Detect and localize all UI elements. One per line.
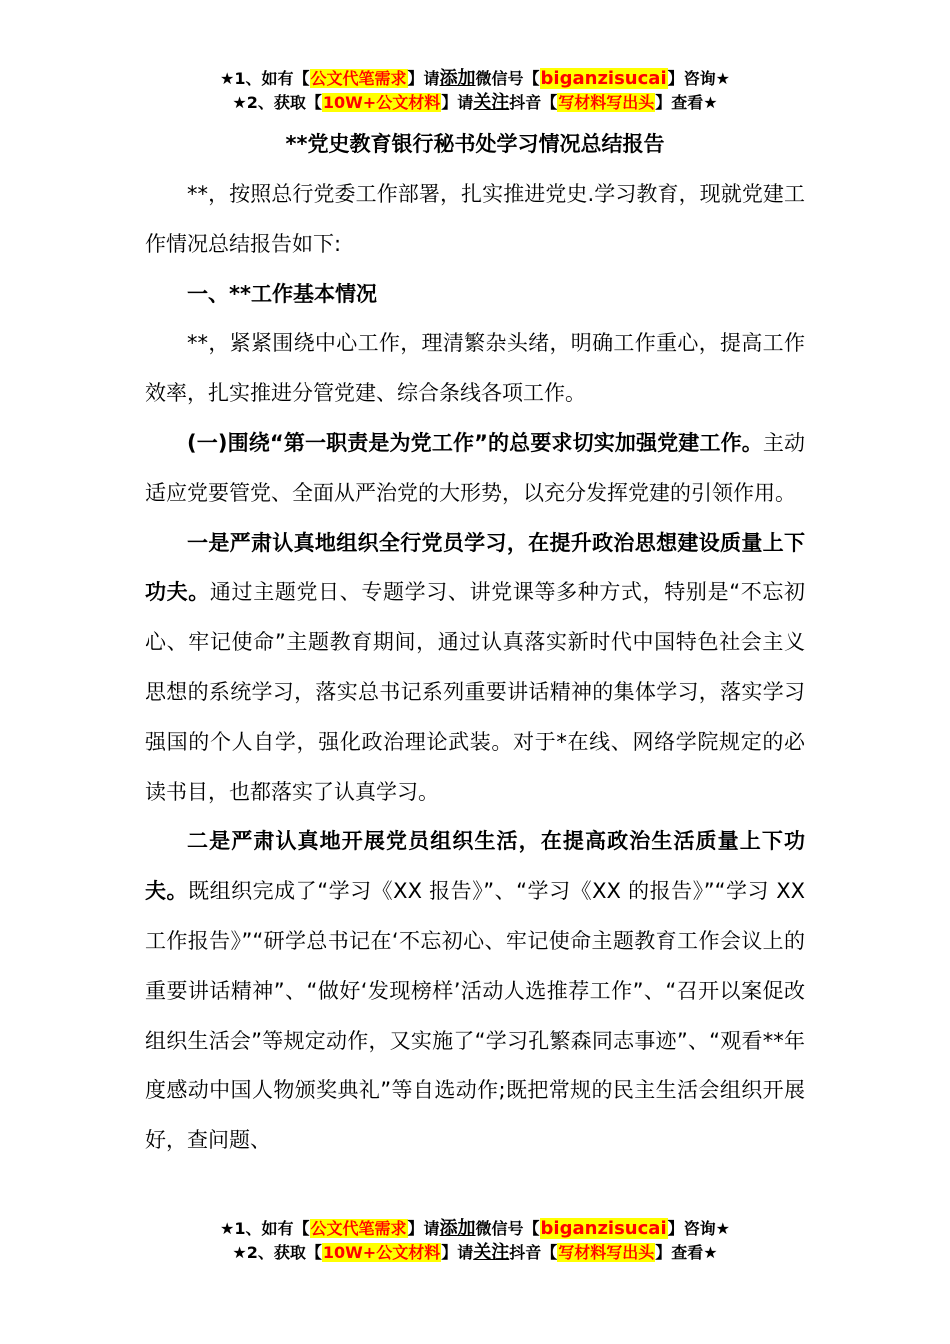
section-heading <box>145 270 805 320</box>
banner-highlight: 公文代笔需求 <box>310 1219 407 1238</box>
banner-highlight-douyin: 写材料写出头 <box>558 93 655 112</box>
banner-highlight-wechat-id: biganzisucai <box>540 68 667 89</box>
paragraph-text: 通过主题党日、专题学习、讲党课等多种方式，特别是“不忘初心、牢记使命”主题教育期间，通过认真落实新时代中国特色社会主义思想的系统学习，落实总书记系列重要讲话精神的集体学习，落实学习强国的个人自学，强化政治理论武装。对于*在线、网络学院规定的必读书目，也都落实了认真学习。 <box>145 580 805 804</box>
promo-banner-footer-line-2 <box>0 1242 950 1264</box>
banner-text: 】查看★ <box>655 1243 718 1262</box>
banner-text: ★2、获取【 <box>232 1243 322 1262</box>
paragraph-text: **，按照总行党委工作部署，扎实推进党史.学习教育，现就党建工作情况总结报告如下: <box>145 182 805 256</box>
body-paragraph <box>145 319 805 419</box>
body-paragraph <box>145 519 805 818</box>
body-paragraph <box>145 419 805 519</box>
document-body <box>145 170 805 1166</box>
banner-text: ★2、获取【 <box>232 93 322 112</box>
banner-highlight: 公文代笔需求 <box>310 69 407 88</box>
paragraph-text: 主动适应党要管党、全面从严治党的大形势，以充分发挥党建的引领作用。 <box>145 430 805 505</box>
banner-highlight: 10W+公文材料 <box>322 1243 441 1262</box>
banner-text: 】咨询★ <box>667 69 730 88</box>
banner-text: ★1、如有【 <box>220 69 310 88</box>
paragraph-lead: 二是严肃认真地开展党员组织生活，在提高政治生活质量上下功夫。 <box>145 829 805 904</box>
intro-paragraph <box>145 170 805 270</box>
banner-text: 抖音【 <box>509 93 558 112</box>
banner-highlight-wechat-id: biganzisucai <box>540 1218 667 1239</box>
banner-text: ★1、如有【 <box>220 1219 310 1238</box>
paragraph-text: **，紧紧围绕中心工作，理清繁杂头绪，明确工作重心，提高工作效率，扎实推进分管党建、综合条线各项工作。 <box>145 331 805 406</box>
paragraph-lead: 一是严肃认真地组织全行党员学习，在提升政治思想建设质量上下功夫。 <box>145 530 805 605</box>
banner-text: 】请 <box>407 1219 440 1238</box>
banner-emphasis: 关注 <box>473 92 510 113</box>
banner-highlight-douyin: 写材料写出头 <box>558 1243 655 1262</box>
document-title: **党史教育银行秘书处学习情况总结报告 <box>285 132 665 156</box>
body-paragraph <box>145 817 805 1166</box>
banner-emphasis: 关注 <box>473 1242 510 1263</box>
banner-text: 抖音【 <box>509 1243 558 1262</box>
section-heading-text: 一、**工作基本情况 <box>187 281 377 306</box>
banner-text: 】查看★ <box>655 93 718 112</box>
paragraph-text: 既组织完成了“学习《XX 报告》”、“学习《XX 的报告》”“学习 XX 工作报告》”“研学总书记在‘不忘初心、牢记使命主题教育工作会议上的重要讲话精神”、“做好‘发现榜样’活动人选推荐工作”、“召开以案促改组织生活会”等规定动作，又实施了“学习孔繁森同志事迹”、“观看**年度感动中国人物颁奖典礼”等自选动作;既把常规的民主生活会组织开展好，查问题、 <box>145 879 806 1153</box>
promo-banner-line-1 <box>0 68 950 90</box>
banner-text: 】咨询★ <box>667 1219 730 1238</box>
paragraph-lead: (一)围绕“第一职责是为党工作”的总要求切实加强党建工作。 <box>187 430 763 455</box>
banner-text: 】请 <box>407 69 440 88</box>
banner-text: 】请 <box>441 1243 474 1262</box>
promo-banner-line-2 <box>0 92 950 114</box>
banner-text: 微信号【 <box>475 69 540 88</box>
banner-text: 】请 <box>441 93 474 112</box>
banner-text: 微信号【 <box>475 1219 540 1238</box>
banner-highlight: 10W+公文材料 <box>322 93 441 112</box>
promo-banner-footer-line-1 <box>0 1218 950 1240</box>
banner-emphasis: 添加 <box>439 1218 476 1239</box>
banner-emphasis: 添加 <box>439 68 476 89</box>
